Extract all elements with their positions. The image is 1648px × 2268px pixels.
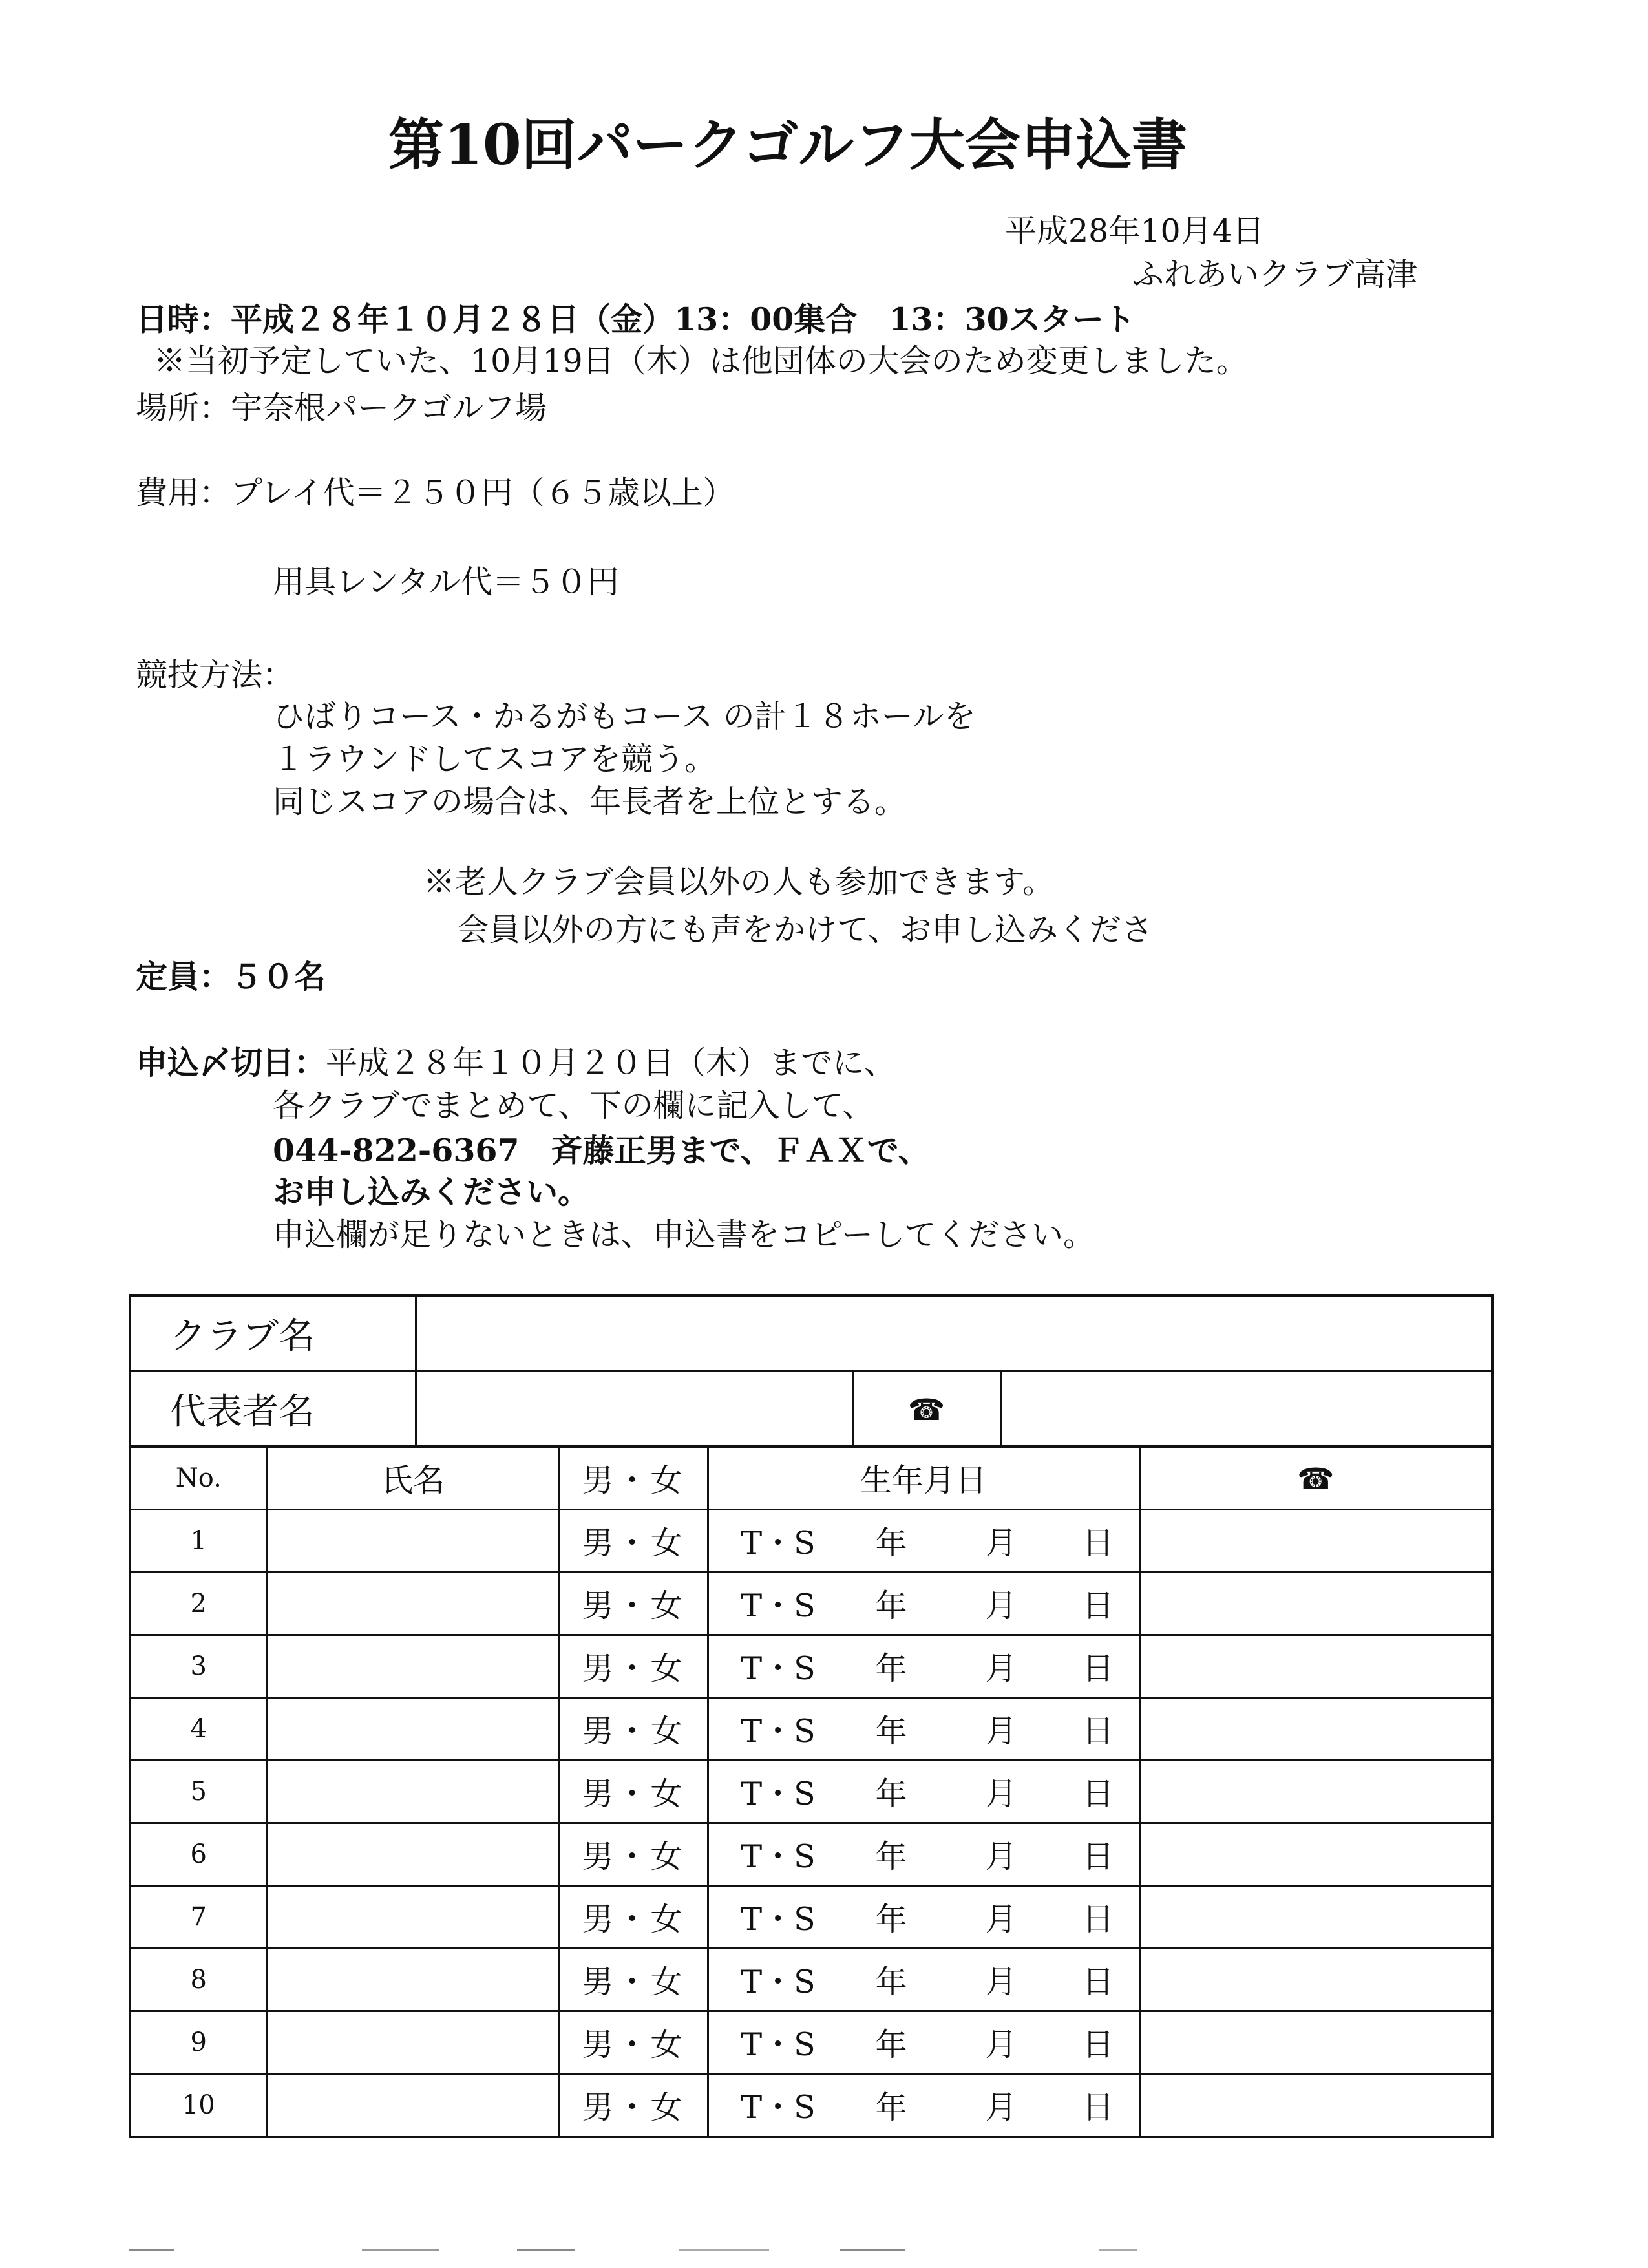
- gender-choice[interactable]: 男・女: [559, 1886, 708, 1949]
- change-note: ※当初予定していた、10月19日（木）は他団体の大会のため変更しました。: [154, 343, 1248, 379]
- phone-icon: ☎: [907, 1392, 945, 1427]
- day-label: 日: [1082, 1650, 1114, 1687]
- scan-edge-marks: [0, 2248, 1648, 2253]
- day-label: 日: [1082, 1964, 1114, 2000]
- year-label: 年: [875, 1901, 907, 1938]
- fee-play: 費用：プレイ代＝２５０円（６５歳以上）: [136, 474, 735, 511]
- era-choice[interactable]: T・S: [741, 1964, 816, 2000]
- day-label: 日: [1082, 2089, 1114, 2126]
- member-phone-field[interactable]: [1139, 2011, 1492, 2074]
- table-row: [130, 1823, 1492, 1886]
- gender-choice[interactable]: 男・女: [559, 1949, 708, 2011]
- birthdate-field[interactable]: [708, 1949, 1139, 2011]
- row-number: 10: [130, 2074, 267, 2137]
- members-table: [129, 1445, 1494, 2138]
- birthdate-field[interactable]: [708, 1886, 1139, 1949]
- member-name-field[interactable]: [267, 1635, 559, 1698]
- member-name-field[interactable]: [267, 1761, 559, 1823]
- table-row: [130, 1698, 1492, 1761]
- era-choice[interactable]: T・S: [741, 1525, 816, 1562]
- table-row: [130, 1635, 1492, 1698]
- month-label: 月: [985, 1775, 1017, 1812]
- table-row: [130, 1761, 1492, 1823]
- birthdate-field[interactable]: [708, 2011, 1139, 2074]
- month-label: 月: [985, 1525, 1017, 1562]
- member-phone-field[interactable]: [1139, 1635, 1492, 1698]
- method-heading: 競技方法：: [136, 657, 295, 694]
- fax-number: 044-822-6367: [273, 1132, 520, 1169]
- day-label: 日: [1082, 1838, 1114, 1875]
- header-row: [130, 1447, 1492, 1510]
- member-name-field[interactable]: [267, 1573, 559, 1635]
- method-line-2: １ラウンドしてスコアを競う。: [273, 741, 717, 778]
- gender-choice[interactable]: 男・女: [559, 1510, 708, 1573]
- gender-choice[interactable]: 男・女: [559, 2074, 708, 2137]
- month-label: 月: [985, 1901, 1017, 1938]
- month-label: 月: [985, 2089, 1017, 2126]
- header-gender: 男・女: [559, 1447, 708, 1510]
- event-venue: 場所：宇奈根パークゴルフ場: [136, 390, 547, 427]
- invite-line-2: 会員以外の方にも声をかけて、お申し込みくださ: [457, 914, 1154, 946]
- instructions-line-4: 申込欄が足りないときは、申込書をコピーしてください。: [273, 1216, 1095, 1253]
- row-number: 9: [130, 2011, 267, 2074]
- month-label: 月: [985, 1964, 1017, 2000]
- deadline-text: 平成２８年１０月２０日（木）までに、: [326, 1044, 896, 1081]
- day-label: 日: [1082, 2026, 1114, 2063]
- table-row: [130, 2074, 1492, 2137]
- month-label: 月: [985, 1713, 1017, 1750]
- gender-choice[interactable]: 男・女: [559, 1823, 708, 1886]
- row-number: 3: [130, 1635, 267, 1698]
- month-label: 月: [985, 2026, 1017, 2063]
- club-info-table: [129, 1294, 1494, 1448]
- representative-label: 代表者名: [130, 1372, 416, 1448]
- member-name-field[interactable]: [267, 2011, 559, 2074]
- year-label: 年: [875, 1775, 907, 1812]
- row-number: 8: [130, 1949, 267, 2011]
- row-number: 4: [130, 1698, 267, 1761]
- birthdate-field[interactable]: [708, 1635, 1139, 1698]
- era-choice[interactable]: T・S: [741, 1713, 816, 1750]
- member-phone-field[interactable]: [1139, 1573, 1492, 1635]
- club-name-field[interactable]: [416, 1295, 1492, 1372]
- gender-choice[interactable]: 男・女: [559, 1573, 708, 1635]
- member-name-field[interactable]: [267, 1698, 559, 1761]
- year-label: 年: [875, 1713, 907, 1750]
- phone-icon: ☎: [1297, 1461, 1335, 1496]
- representative-row: [130, 1372, 1492, 1448]
- method-line-1: ひばりコース・かるがもコース の計１８ホールを: [273, 698, 976, 735]
- month-label: 月: [985, 1838, 1017, 1875]
- invite-line-1: ※老人クラブ会員以外の人も参加できます。: [423, 864, 1055, 900]
- member-name-field[interactable]: [267, 2074, 559, 2137]
- row-number: 5: [130, 1761, 267, 1823]
- gender-choice[interactable]: 男・女: [559, 2011, 708, 2074]
- event-datetime: 日時：平成２８年１０月２８日（金）13：00集合 13：30スタート: [136, 301, 1136, 338]
- era-choice[interactable]: T・S: [741, 2089, 816, 2126]
- year-label: 年: [875, 2026, 907, 2063]
- month-label: 月: [985, 1587, 1017, 1624]
- member-name-field[interactable]: [267, 1823, 559, 1886]
- member-phone-field[interactable]: [1139, 1761, 1492, 1823]
- header-phone: [1139, 1447, 1492, 1510]
- year-label: 年: [875, 1587, 907, 1624]
- month-label: 月: [985, 1650, 1017, 1687]
- member-name-field[interactable]: [267, 1949, 559, 2011]
- table-row: [130, 1573, 1492, 1635]
- representative-phone-field[interactable]: [1000, 1372, 1492, 1448]
- member-name-field[interactable]: [267, 1510, 559, 1573]
- deadline-label: 申込〆切日：: [136, 1044, 326, 1081]
- club-name-label: クラブ名: [130, 1295, 416, 1372]
- club-row: [130, 1295, 1492, 1372]
- table-row: [130, 1510, 1492, 1573]
- era-choice[interactable]: T・S: [741, 1587, 816, 1624]
- document-title: 第10回パークゴルフ大会申込書: [388, 112, 1187, 178]
- table-row: [130, 1949, 1492, 2011]
- header-birthdate: 生年月日: [708, 1447, 1139, 1510]
- birthdate-field[interactable]: [708, 1823, 1139, 1886]
- row-number: 2: [130, 1573, 267, 1635]
- birthdate-field[interactable]: [708, 1510, 1139, 1573]
- row-number: 6: [130, 1823, 267, 1886]
- gender-choice[interactable]: 男・女: [559, 1698, 708, 1761]
- method-line-3: 同じスコアの場合は、年長者を上位とする。: [273, 783, 907, 820]
- gender-choice[interactable]: 男・女: [559, 1761, 708, 1823]
- row-number: 7: [130, 1886, 267, 1949]
- year-label: 年: [875, 2089, 907, 2126]
- issuer-name: ふれあいクラブ高津: [1132, 256, 1418, 293]
- day-label: 日: [1082, 1525, 1114, 1562]
- birthdate-field[interactable]: [708, 1573, 1139, 1635]
- representative-name-field[interactable]: [416, 1372, 852, 1448]
- instructions-line-1: 各クラブでまとめて、下の欄に記入して、: [273, 1087, 874, 1124]
- member-phone-field[interactable]: [1139, 1949, 1492, 2011]
- issue-date: 平成28年10月4日: [1005, 213, 1264, 249]
- fax-recipient: 斉藤正男まで、ＦＡＸで、: [551, 1132, 930, 1169]
- member-phone-field[interactable]: [1139, 1698, 1492, 1761]
- header-no: No.: [130, 1447, 267, 1510]
- table-row: [130, 2011, 1492, 2074]
- year-label: 年: [875, 1838, 907, 1875]
- header-name: 氏名: [267, 1447, 559, 1510]
- gender-choice[interactable]: 男・女: [559, 1635, 708, 1698]
- era-choice[interactable]: T・S: [741, 1901, 816, 1938]
- fee-rental: 用具レンタル代＝５０円: [273, 564, 619, 600]
- year-label: 年: [875, 1525, 907, 1562]
- day-label: 日: [1082, 1775, 1114, 1812]
- era-choice[interactable]: T・S: [741, 2026, 816, 2063]
- representative-phone-label: [852, 1372, 1000, 1448]
- era-choice[interactable]: T・S: [741, 1775, 816, 1812]
- birthdate-field[interactable]: [708, 2074, 1139, 2137]
- member-name-field[interactable]: [267, 1886, 559, 1949]
- day-label: 日: [1082, 1587, 1114, 1624]
- table-row: [130, 1886, 1492, 1949]
- member-phone-field[interactable]: [1139, 1510, 1492, 1573]
- year-label: 年: [875, 1650, 907, 1687]
- instructions-fax: [273, 1132, 930, 1169]
- year-label: 年: [875, 1964, 907, 2000]
- era-choice[interactable]: T・S: [741, 1650, 816, 1687]
- member-phone-field[interactable]: [1139, 1823, 1492, 1886]
- member-phone-field[interactable]: [1139, 2074, 1492, 2137]
- capacity: 定員：５０名: [136, 958, 326, 995]
- day-label: 日: [1082, 1713, 1114, 1750]
- member-phone-field[interactable]: [1139, 1886, 1492, 1949]
- row-number: 1: [130, 1510, 267, 1573]
- instructions-line-3: お申し込みください。: [273, 1173, 590, 1211]
- birthdate-field[interactable]: [708, 1761, 1139, 1823]
- era-choice[interactable]: T・S: [741, 1838, 816, 1875]
- deadline: [136, 1044, 896, 1081]
- birthdate-field[interactable]: [708, 1698, 1139, 1761]
- day-label: 日: [1082, 1901, 1114, 1938]
